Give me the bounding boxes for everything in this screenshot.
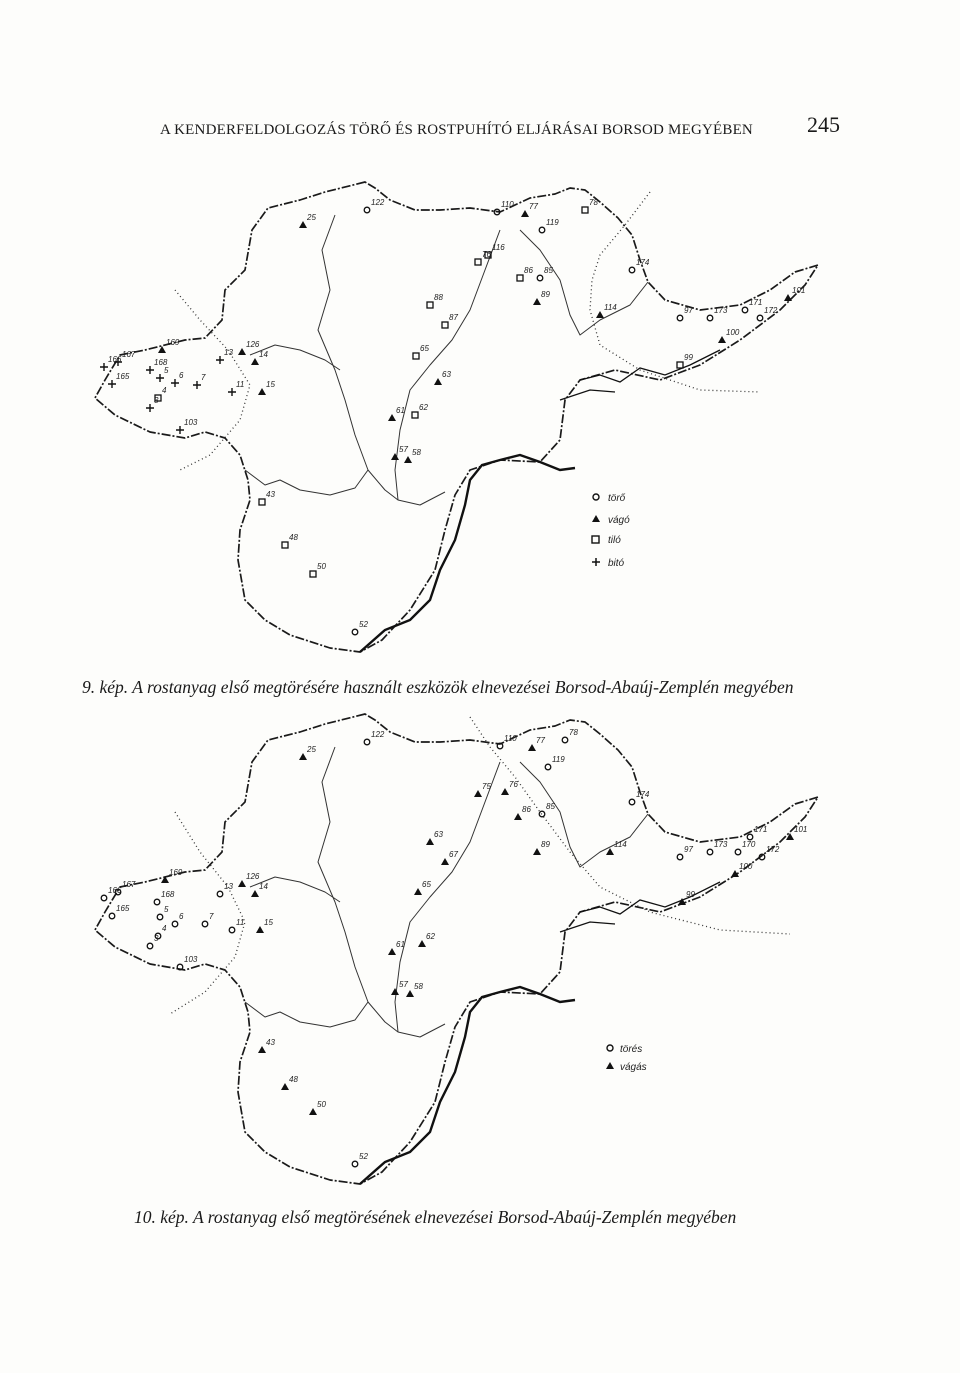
map-9-canvas [0,170,960,670]
settlement-marker [282,533,298,548]
settlement-number: 101 [792,286,806,295]
settlement-number: 110 [501,200,514,209]
map-figure-10 [0,702,960,1202]
settlement-marker [517,266,533,281]
settlement-marker [101,886,122,901]
settlement-number: 103 [184,955,198,964]
plus-marker-icon [193,381,201,389]
circle-marker-icon [707,315,713,321]
settlement-number: 166 [108,355,122,364]
settlement-marker [539,802,555,817]
settlement-marker [352,1152,368,1167]
settlement-marker [406,982,423,997]
triangle-marker-icon [406,990,414,997]
settlement-number: 76 [482,250,491,259]
settlement-number: 25 [307,745,316,754]
legend-label: törő [608,493,626,504]
triangle-marker-icon [414,888,422,895]
legend-circle-icon [593,494,599,500]
settlement-number: 126 [246,340,260,349]
settlement-number: 173 [714,306,728,315]
isoglosses [170,717,790,1014]
settlement-marker [474,782,491,797]
settlement-marker [418,932,435,947]
triangle-marker-icon [309,1108,317,1115]
settlement-marker [158,338,180,353]
settlement-marker [100,355,122,371]
settlement-marker [537,266,553,281]
settlement-marker [146,396,159,412]
settlement-number: 114 [614,840,627,849]
legend-item [592,558,625,569]
settlement-number: 5 [164,366,169,375]
settlement-number: 122 [371,198,385,207]
settlement-number: 88 [434,293,443,302]
settlement-number: 166 [108,886,122,895]
settlement-number: 173 [714,840,728,849]
circle-marker-icon [202,921,208,927]
square-marker-icon [582,207,588,213]
square-marker-icon [413,353,419,359]
settlement-marker [528,736,545,751]
triangle-marker-icon [596,311,604,318]
circle-marker-icon [109,913,115,919]
settlement-number: 168 [161,890,175,899]
settlement-marker [299,745,316,760]
settlement-number: 3 [154,396,159,405]
settlement-number: 48 [289,533,298,542]
triangle-marker-icon [441,858,449,865]
settlement-marker [259,490,275,505]
triangle-marker-icon [418,940,426,947]
settlement-number: 57 [399,980,408,989]
settlement-marker [497,734,517,749]
plus-marker-icon [146,366,154,374]
settlement-markers [101,728,807,1167]
circle-marker-icon [217,891,223,897]
settlement-marker [427,293,443,308]
settlement-marker [299,213,316,228]
settlement-number: 13 [224,348,233,357]
circle-marker-icon [735,849,741,855]
plus-marker-icon [100,363,108,371]
triangle-marker-icon [391,453,399,460]
page-header [160,112,840,148]
settlement-number: 15 [264,918,273,927]
circle-marker-icon [562,737,568,743]
triangle-marker-icon [391,988,399,995]
figure-9-caption: 9. kép. A rostanyag első megtörésére használt eszközök elnevezései Borsod-Abaúj-Zemplén megyében [82,677,794,697]
settlement-number: 85 [546,802,555,811]
legend-square-icon [592,536,599,543]
settlement-marker [707,840,728,855]
triangle-marker-icon [606,848,614,855]
settlement-number: 50 [317,562,326,571]
square-marker-icon [310,571,316,577]
settlement-number: 13 [224,882,233,891]
settlement-marker [414,880,431,895]
triangle-marker-icon [404,456,412,463]
settlement-number: 89 [541,290,550,299]
legend-item [606,1062,647,1073]
settlement-marker [391,980,408,995]
settlement-number: 99 [686,890,695,899]
circle-marker-icon [101,895,107,901]
settlement-number: 110 [504,734,517,743]
map-legend [592,493,630,569]
circle-marker-icon [537,275,543,281]
circle-marker-icon [539,227,545,233]
legend-triangle-icon [606,1062,614,1069]
settlement-number: 62 [426,932,435,941]
plus-marker-icon [228,388,236,396]
settlement-marker [677,306,693,321]
square-marker-icon [475,259,481,265]
square-marker-icon [412,412,418,418]
settlement-marker [442,313,458,328]
settlement-number: 103 [184,418,198,427]
settlement-number: 50 [317,1100,326,1109]
settlement-number: 169 [169,868,183,877]
triangle-marker-icon [533,298,541,305]
triangle-marker-icon [434,378,442,385]
square-marker-icon [282,542,288,548]
square-marker-icon [427,302,433,308]
settlement-number: 78 [589,198,598,207]
settlement-marker [596,303,617,318]
settlement-marker [742,298,762,313]
legend-triangle-icon [592,515,600,522]
settlement-number: 167 [122,350,136,359]
legend-item [607,1044,642,1055]
settlement-number: 86 [522,805,531,814]
settlement-number: 119 [552,755,565,764]
circle-marker-icon [172,921,178,927]
settlement-number: 174 [636,258,650,267]
settlement-number: 14 [259,350,268,359]
settlement-number: 6 [179,912,184,921]
settlement-marker [718,328,740,343]
settlement-marker [309,1100,326,1115]
settlement-marker [281,1075,298,1090]
triangle-marker-icon [238,880,246,887]
settlement-marker [441,850,458,865]
triangle-marker-icon [256,926,264,933]
settlement-number: 171 [749,298,763,307]
settlement-number: 62 [419,403,428,412]
settlement-marker [533,840,550,855]
settlement-marker [629,258,650,273]
settlement-marker [677,845,693,860]
settlement-number: 171 [754,825,768,834]
circle-marker-icon [352,629,358,635]
triangle-marker-icon [251,358,259,365]
triangle-marker-icon [388,414,396,421]
circle-marker-icon [229,927,235,933]
settlement-number: 61 [396,406,405,415]
circle-marker-icon [677,854,683,860]
settlement-number: 126 [246,872,260,881]
triangle-marker-icon [501,788,509,795]
settlement-number: 170 [742,840,756,849]
settlement-number: 116 [492,243,505,252]
settlement-marker [176,418,198,434]
settlement-marker [258,380,275,395]
settlement-number: 100 [739,862,753,871]
settlement-number: 77 [536,736,545,745]
settlement-markers [100,198,805,635]
triangle-marker-icon [533,848,541,855]
triangle-marker-icon [388,948,396,955]
settlement-marker [154,890,175,905]
legend-plus-icon [592,558,600,566]
legend-label: vágó [608,515,630,526]
triangle-marker-icon [528,744,536,751]
settlement-marker [352,620,368,635]
triangle-marker-icon [521,210,529,217]
triangle-marker-icon [258,388,266,395]
settlement-marker [562,728,578,743]
settlement-marker [172,912,184,927]
settlement-number: 165 [116,372,130,381]
settlement-marker [545,755,565,770]
settlement-marker [514,805,531,820]
settlement-number: 5 [164,905,169,914]
plus-marker-icon [146,404,154,412]
isoglosses [175,192,763,470]
settlement-marker [161,868,183,883]
circle-marker-icon [154,899,160,905]
settlement-marker [582,198,598,213]
settlement-number: 11 [236,380,245,389]
circle-marker-icon [747,834,753,840]
settlement-number: 67 [449,850,458,859]
legend-label: tiló [608,535,621,546]
county-outline [95,714,818,1184]
settlement-marker [310,562,326,577]
circle-marker-icon [364,739,370,745]
settlement-number: 48 [289,1075,298,1084]
settlement-number: 7 [201,373,206,382]
settlement-marker [678,890,695,905]
circle-marker-icon [629,267,635,273]
triangle-marker-icon [251,890,259,897]
district-borders [245,747,648,1037]
plus-marker-icon [216,356,224,364]
triangle-marker-icon [474,790,482,797]
settlement-marker [629,790,650,805]
settlement-number: 78 [569,728,578,737]
settlement-marker [735,840,756,855]
settlement-marker [256,918,273,933]
settlement-marker [171,371,184,387]
legend-circle-icon [607,1045,613,1051]
settlement-number: 15 [266,380,275,389]
circle-marker-icon [707,849,713,855]
settlement-marker [364,198,385,213]
settlement-number: 86 [524,266,533,275]
legend-item [593,493,626,504]
settlement-marker [786,825,807,840]
settlement-number: 61 [396,940,405,949]
triangle-marker-icon [281,1083,289,1090]
settlement-number: 167 [122,880,136,889]
legend-label: törés [620,1044,643,1055]
settlement-number: 122 [371,730,385,739]
settlement-number: 65 [420,344,429,353]
square-marker-icon [517,275,523,281]
settlement-marker [426,830,443,845]
circle-marker-icon [629,799,635,805]
settlement-number: 114 [604,303,617,312]
settlement-marker [193,373,206,389]
settlement-marker [109,904,130,919]
plus-marker-icon [156,374,164,382]
triangle-marker-icon [426,838,434,845]
triangle-marker-icon [258,1046,266,1053]
triangle-marker-icon [299,221,307,228]
map-10-canvas [0,702,960,1202]
settlement-number: 25 [307,213,316,222]
settlement-marker [434,370,451,385]
settlement-number: 3 [154,934,159,943]
settlement-number: 11 [236,918,245,927]
triangle-marker-icon [158,346,166,353]
settlement-marker [412,403,428,418]
settlement-number: 165 [116,904,130,913]
settlement-marker [494,200,514,215]
settlement-number: 87 [449,313,458,322]
settlement-marker [364,730,385,745]
triangle-marker-icon [514,813,522,820]
settlement-number: 75 [482,782,491,791]
rivers [360,350,720,652]
running-title: A KENDERFELDOLGOZÁS TÖRŐ ÉS ROSTPUHÍTÓ ELJÁRÁSAI BORSOD MEGYÉBEN [160,122,753,138]
circle-marker-icon [742,307,748,313]
settlement-marker [707,306,728,321]
settlement-marker [108,372,130,388]
legend-label: bitó [608,558,625,569]
settlement-marker [251,350,268,365]
settlement-number: 172 [764,306,778,315]
settlement-marker [147,934,159,949]
settlement-number: 119 [546,218,559,227]
circle-marker-icon [147,943,153,949]
square-marker-icon [259,499,265,505]
circle-marker-icon [545,764,551,770]
settlement-number: 172 [766,845,780,854]
county-outline [95,182,818,652]
circle-marker-icon [677,315,683,321]
settlement-marker [501,780,518,795]
settlement-number: 169 [166,338,180,347]
triangle-marker-icon [238,348,246,355]
settlement-marker [533,290,550,305]
settlement-marker [784,286,805,301]
settlement-number: 52 [359,1152,368,1161]
rivers [360,882,720,1184]
settlement-number: 58 [412,448,421,457]
settlement-number: 63 [434,830,443,839]
settlement-number: 97 [684,845,693,854]
settlement-marker [258,1038,275,1053]
legend-item [592,515,630,526]
settlement-marker [228,380,244,396]
settlement-number: 7 [209,912,214,921]
settlement-marker [251,882,268,897]
settlement-number: 6 [179,371,184,380]
settlement-number: 57 [399,445,408,454]
settlement-number: 174 [636,790,650,799]
settlement-marker [156,366,169,382]
map-legend [606,1044,647,1073]
settlement-number: 65 [422,880,431,889]
settlement-number: 89 [541,840,550,849]
settlement-number: 97 [684,306,693,315]
map-figure-9 [0,170,960,670]
circle-marker-icon [157,914,163,920]
settlement-number: 100 [726,328,740,337]
settlement-marker [413,344,429,359]
settlement-marker [731,862,753,877]
settlement-number: 76 [509,780,518,789]
settlement-number: 4 [162,924,167,933]
circle-marker-icon [352,1161,358,1167]
settlement-marker [202,912,214,927]
circle-marker-icon [364,207,370,213]
settlement-number: 101 [794,825,808,834]
settlement-marker [157,905,169,920]
settlement-number: 85 [544,266,553,275]
legend-item [592,535,621,546]
settlement-marker [391,445,408,460]
page-number: 245 [807,112,840,137]
plus-marker-icon [171,379,179,387]
settlement-marker [216,348,233,364]
settlement-number: 77 [529,202,538,211]
settlement-number: 168 [154,358,168,367]
settlement-marker [677,353,693,368]
plus-marker-icon [108,380,116,388]
settlement-marker [539,218,559,233]
circle-marker-icon [757,315,763,321]
figure-10-caption: 10. kép. A rostanyag első megtörésének elnevezései Borsod-Abaúj-Zemplén megyében [134,1207,737,1227]
legend-label: vágás [620,1062,647,1073]
square-marker-icon [442,322,448,328]
triangle-marker-icon [784,294,792,301]
settlement-number: 99 [684,353,693,362]
square-marker-icon [677,362,683,368]
settlement-number: 43 [266,1038,275,1047]
settlement-marker [759,845,780,860]
settlement-marker [229,918,244,933]
triangle-marker-icon [718,336,726,343]
triangle-marker-icon [299,753,307,760]
plus-marker-icon [176,426,184,434]
settlement-marker [475,250,491,265]
settlement-number: 14 [259,882,268,891]
district-borders [245,215,648,505]
settlement-number: 43 [266,490,275,499]
settlement-marker [521,202,538,217]
settlement-number: 52 [359,620,368,629]
settlement-number: 63 [442,370,451,379]
settlement-number: 58 [414,982,423,991]
settlement-number: 4 [162,386,167,395]
